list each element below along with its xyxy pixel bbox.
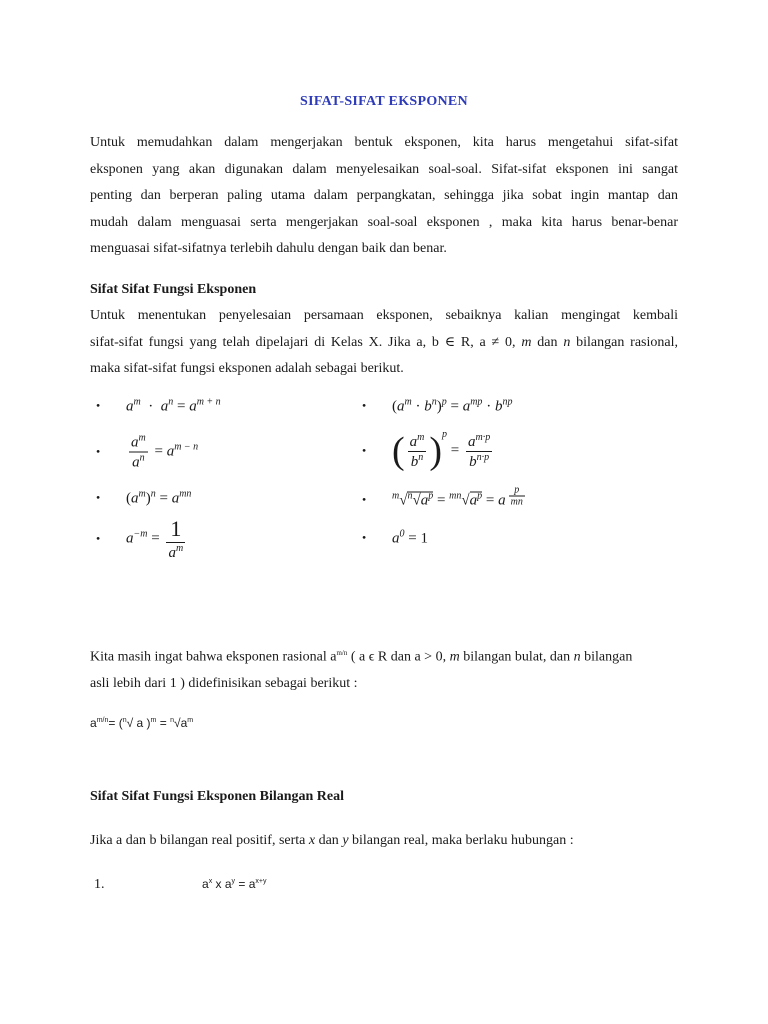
document-title: SIFAT-SIFAT EKSPONEN [300,94,468,109]
formula-item [362,420,622,482]
rational-definition: $a^{m/n}= (^n√$ a )$^m = ^n√a^m$ [90,716,194,730]
intro-line: Untuk memudahkan dalam mengerjakan bentuk eksponen, kita harus mengetahui sifat-sifat [90,135,678,150]
intro-line: penting dan berperan paling utama dalam perpangkatan, sehingga jika sobat ingin mantap dan [90,188,678,203]
formula-zero-exponent: $a^0 = 1$ [392,528,428,547]
bullet: • [362,398,367,413]
formula-quotient-rule: $\frac{a^m}{a^n}$ = $a^{m - n}$ [131,432,199,471]
section2-line: Jika a dan b bilangan real positif, serta x dan y bilangan real, maka berlaku hubungan : [90,833,574,848]
formula-power-of-product: $(a^m \cdot b^n)^p = a^{mp} \cdot b^{np}$ [392,396,513,415]
bullet: • [96,444,101,459]
formula-item [96,478,336,518]
rational-line: Kita masih ingat bahwa eksponen rasional $a^{m/n}$ ( a ϵ R dan a > 0, m bilangan bulat, dan n bilangan [90,649,633,665]
formula-item [96,386,336,426]
bullet: • [362,492,367,507]
bullet: • [96,490,101,505]
bullet: • [96,531,101,546]
intro-paragraph [90,130,678,263]
section1-line: Untuk menentukan penyelesaian persamaan eksponen, sebaiknya kalian mengingat kembali [90,308,678,323]
formula-item [96,430,336,474]
formula-item [362,478,622,522]
bullet: • [362,443,367,458]
section-heading-fungsi-eksponen: Sifat Sifat Fungsi Eksponen [90,282,257,297]
section2-paragraph [90,828,678,855]
section1-paragraph [90,303,678,383]
intro-line: menguasai sifat-sifatnya terlebih dahulu dengan baik dan benar. [90,241,447,256]
rational-exponent-paragraph [90,640,678,698]
section1-line: sifat-sifat fungsi yang telah dipelajari di Kelas X. Jika a, b ∈ R, a ≠ 0, m dan n bilangan rasional, [90,334,678,350]
formula-product-rule: $a^m \cdot a^n = a^{m + n}$ [126,396,221,415]
intro-line: eksponen yang akan digunakan dalam menyelesaikan soal-soal. Sifat-sifat eksponen ini sangat [90,161,678,177]
numbered-item-formula: $a^x$ x $a^y = a^{x+y}$ [202,877,267,891]
bullet: • [362,530,367,545]
numbered-item-number: 1. [94,877,105,892]
bullet: • [96,398,101,413]
formula-power-rule: $(a^m)^n = a^{mn}$ [126,488,192,507]
formula-negative-exponent: $a^{-m}$ = $\frac{1}{a^m}$ [126,516,184,561]
rational-line: asli lebih dari 1 ) didefinisikan sebagai berikut : [90,676,358,692]
formula-item [96,514,336,564]
section1-line: maka sifat-sifat fungsi eksponen adalah sebagai berikut. [90,361,404,376]
formula-nested-root: $^m√^n√a^p = ^{mn}√a^p = a$ $\frac{p}{mn}$ [392,484,523,509]
formula-item [362,518,622,558]
section-heading-bilangan-real: Sifat Sifat Fungsi Eksponen Bilangan Real [90,789,345,804]
formula-power-of-quotient: ( $\frac{a^m}{b^n}$ )$^p$ = $\frac{a^{m\cdot p}}{b^{n\cdot p}}$ [392,429,491,472]
intro-line: mudah dalam menguasai serta mengerjakan soal-soal eksponen , maka kita harus benar-benar [90,214,678,230]
